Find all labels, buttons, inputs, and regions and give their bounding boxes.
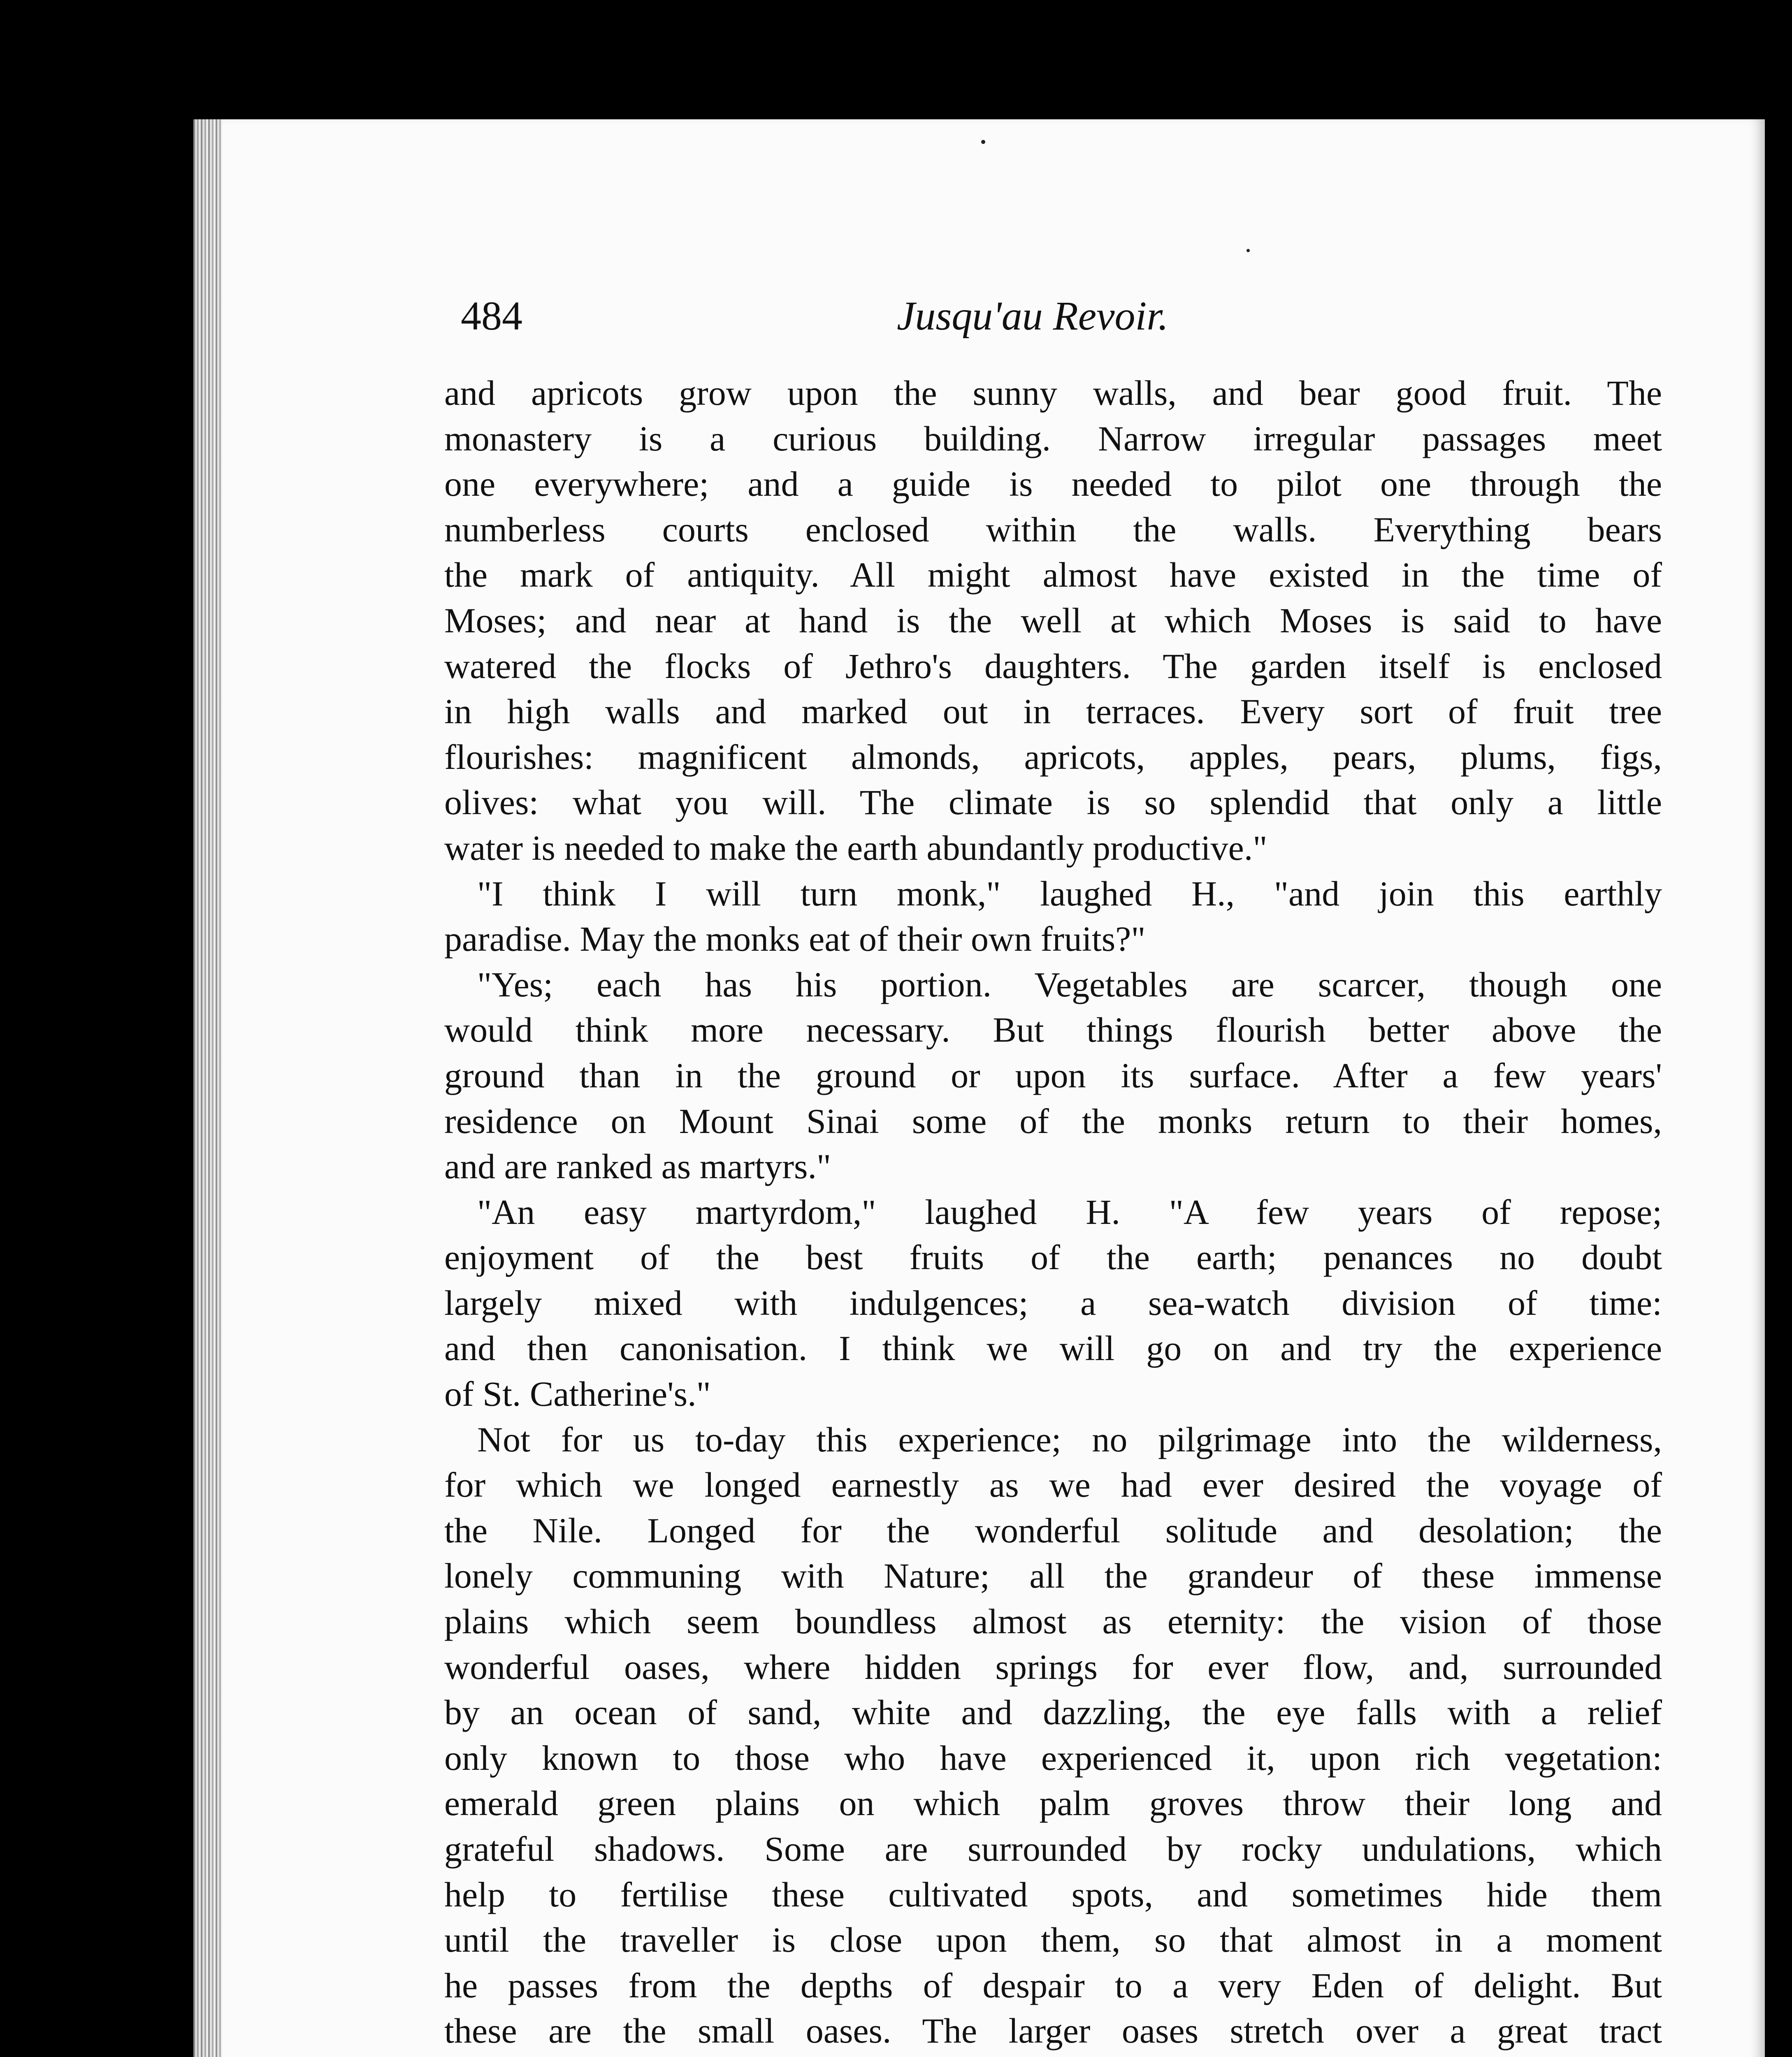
text-line bbox=[444, 2054, 1662, 2057]
text-line: by an ocean of sand, white and dazzling, the eye falls with a relief bbox=[444, 1692, 1662, 1732]
text-line: the Nile. Longed for the wonderful solitude and desolation; the bbox=[444, 1510, 1662, 1550]
text-line: largely mixed with indulgences; a sea-watch division of time: bbox=[444, 1283, 1662, 1323]
text-line: emerald green plains on which palm groves throw their long and bbox=[444, 1783, 1662, 1823]
text-line: ground than in the ground or upon its surface. After a few years' bbox=[444, 1055, 1662, 1095]
text-line: wonderful oases, where hidden springs for ever flow, and, surrounded bbox=[444, 1647, 1662, 1687]
text-line: plains which seem boundless almost as eternity: the vision of those bbox=[444, 1602, 1662, 1641]
running-title: Jusqu'au Revoir. bbox=[897, 293, 1169, 339]
text-line: in high walls and marked out in terraces. Every sort of fruit tree bbox=[444, 692, 1662, 731]
text-line: enjoyment of the best fruits of the earth; penances no doubt bbox=[444, 1237, 1662, 1277]
text-line: watered the flocks of Jethro's daughters. The garden itself is enclosed bbox=[444, 646, 1662, 686]
text-line: and are ranked as martyrs." bbox=[444, 1147, 831, 1186]
text-line: these are the small oases. The larger oases stretch over a great tract bbox=[444, 2011, 1662, 2051]
text-line: one everywhere; and a guide is needed to pilot one through the bbox=[444, 464, 1662, 504]
text-line: monastery is a curious building. Narrow irregular passages meet bbox=[444, 418, 1662, 458]
speck-mark bbox=[981, 140, 985, 144]
page-binding-edge bbox=[193, 119, 222, 2057]
text-line: "I think I will turn monk," laughed H., "and join this earthly bbox=[477, 873, 1662, 913]
text-line: he passes from the depths of despair to a very Eden of delight. But bbox=[444, 1965, 1662, 2005]
text-line: lonely communing with Nature; all the grandeur of these immense bbox=[444, 1556, 1662, 1596]
text-line: for which we longed earnestly as we had ever desired the voyage of bbox=[444, 1465, 1662, 1505]
text-line: flourishes: magnificent almonds, apricots, apples, pears, plums, figs, bbox=[444, 737, 1662, 777]
text-line: olives: what you will. The climate is so splendid that only a little bbox=[444, 782, 1662, 822]
text-line: residence on Mount Sinai some of the monks return to their homes, bbox=[444, 1101, 1662, 1141]
body-text bbox=[444, 370, 1662, 2057]
text-line: numberless courts enclosed within the walls. Everything bears bbox=[444, 509, 1662, 549]
text-line: of St. Catherine's." bbox=[444, 1374, 711, 1414]
text-line: and apricots grow upon the sunny walls, and bear good fruit. The bbox=[444, 373, 1662, 413]
text-line: "Yes; each has his portion. Vegetables are scarcer, though one bbox=[477, 964, 1662, 1004]
text-line: "An easy martyrdom," laughed H. "A few years of repose; bbox=[477, 1192, 1662, 1232]
text-line: Moses; and near at hand is the well at which Moses is said to have bbox=[444, 600, 1662, 640]
text-line: until the traveller is close upon them, so that almost in a moment bbox=[444, 1920, 1662, 1960]
text-line: only known to those who have experienced it, upon rich vegetation: bbox=[444, 1738, 1662, 1778]
text-line: water is needed to make the earth abundantly productive." bbox=[444, 828, 1267, 868]
speck-mark bbox=[1247, 249, 1250, 252]
text-line: paradise. May the monks eat of their own fruits?" bbox=[444, 919, 1146, 959]
text-line: grateful shadows. Some are surrounded by rocky undulations, which bbox=[444, 1829, 1662, 1869]
text-line: and then canonisation. I think we will go on and try the experience bbox=[444, 1328, 1662, 1368]
running-head bbox=[461, 292, 1251, 341]
page-number: 484 bbox=[461, 293, 522, 339]
text-line: the mark of antiquity. All might almost have existed in the time of bbox=[444, 555, 1662, 595]
text-line: help to fertilise these cultivated spots, and sometimes hide them bbox=[444, 1874, 1662, 1914]
text-line: Not for us to-day this experience; no pilgrimage into the wilderness, bbox=[477, 1419, 1662, 1459]
text-line: would think more necessary. But things flourish better above the bbox=[444, 1010, 1662, 1050]
